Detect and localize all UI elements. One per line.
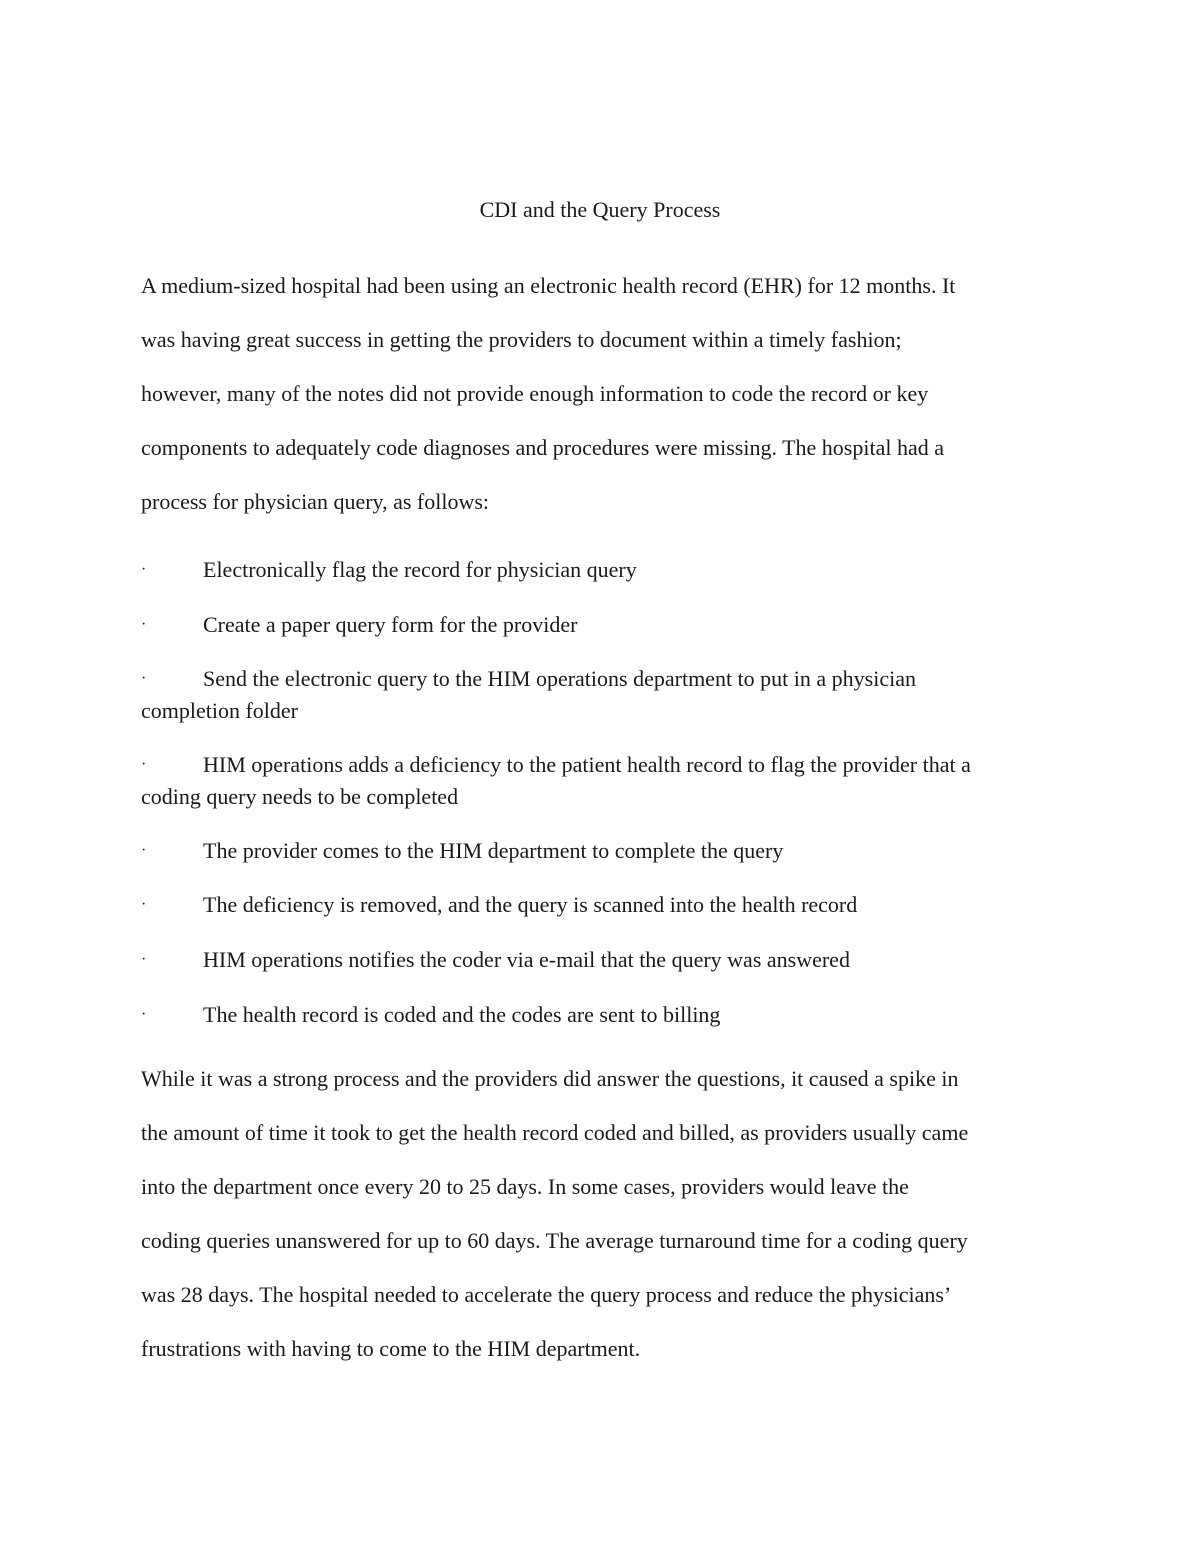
list-item-text: Send the electronic query to the HIM operations department to put in a physician [203, 666, 916, 691]
list-item-text: Electronically flag the record for physician query [203, 557, 637, 582]
list-item [141, 663, 1061, 727]
list-item-text: HIM operations adds a deficiency to the patient health record to flag the provider that a [203, 752, 971, 777]
bullet-icon: · [141, 756, 147, 773]
list-item [141, 554, 1061, 586]
list-item-text: coding query needs to be completed [141, 784, 459, 809]
intro-line: process for physician query, as follows: [141, 489, 490, 514]
closing-line: was 28 days. The hospital needed to accelerate the query process and reduce the physicians’ [141, 1282, 952, 1307]
bullet-icon: · [141, 896, 147, 913]
closing-line: frustrations with having to come to the HIM department. [141, 1336, 641, 1361]
list-item-text: The deficiency is removed, and the query is scanned into the health record [203, 892, 858, 917]
bullet-icon: · [141, 951, 147, 968]
closing-paragraph [141, 1052, 1071, 1376]
closing-line: the amount of time it took to get the health record coded and billed, as providers usually came [141, 1120, 969, 1145]
list-item-text: The provider comes to the HIM department to complete the query [203, 838, 784, 863]
list-item [141, 749, 1061, 813]
bullet-icon: · [141, 842, 147, 859]
list-item [141, 609, 1061, 641]
bullet-icon: · [141, 616, 147, 633]
list-item-text: Create a paper query form for the provider [203, 612, 578, 637]
list-item [141, 999, 1061, 1031]
list-item [141, 835, 1061, 867]
list-item-text: HIM operations notifies the coder via e-mail that the query was answered [203, 947, 850, 972]
closing-line: into the department once every 20 to 25 days. In some cases, providers would leave the [141, 1174, 909, 1199]
list-item [141, 889, 1061, 921]
list-item-text: completion folder [141, 698, 299, 723]
bullet-icon: · [141, 670, 147, 687]
intro-line: however, many of the notes did not provide enough information to code the record or key [141, 381, 929, 406]
intro-line: components to adequately code diagnoses and procedures were missing. The hospital had a [141, 435, 944, 460]
intro-line: was having great success in getting the providers to document within a timely fashion; [141, 327, 902, 352]
document-title: CDI and the Query Process [479, 197, 721, 222]
intro-paragraph [141, 259, 1071, 529]
bullet-icon: · [141, 1006, 147, 1023]
intro-line: A medium-sized hospital had been using an electronic health record (EHR) for 12 months. It [141, 273, 956, 298]
closing-line: While it was a strong process and the providers did answer the questions, it caused a spike in [141, 1066, 959, 1091]
list-item-text: The health record is coded and the codes are sent to billing [203, 1002, 721, 1027]
bullet-icon: · [141, 561, 147, 578]
closing-line: coding queries unanswered for up to 60 days. The average turnaround time for a coding query [141, 1228, 968, 1253]
list-item [141, 944, 1061, 976]
